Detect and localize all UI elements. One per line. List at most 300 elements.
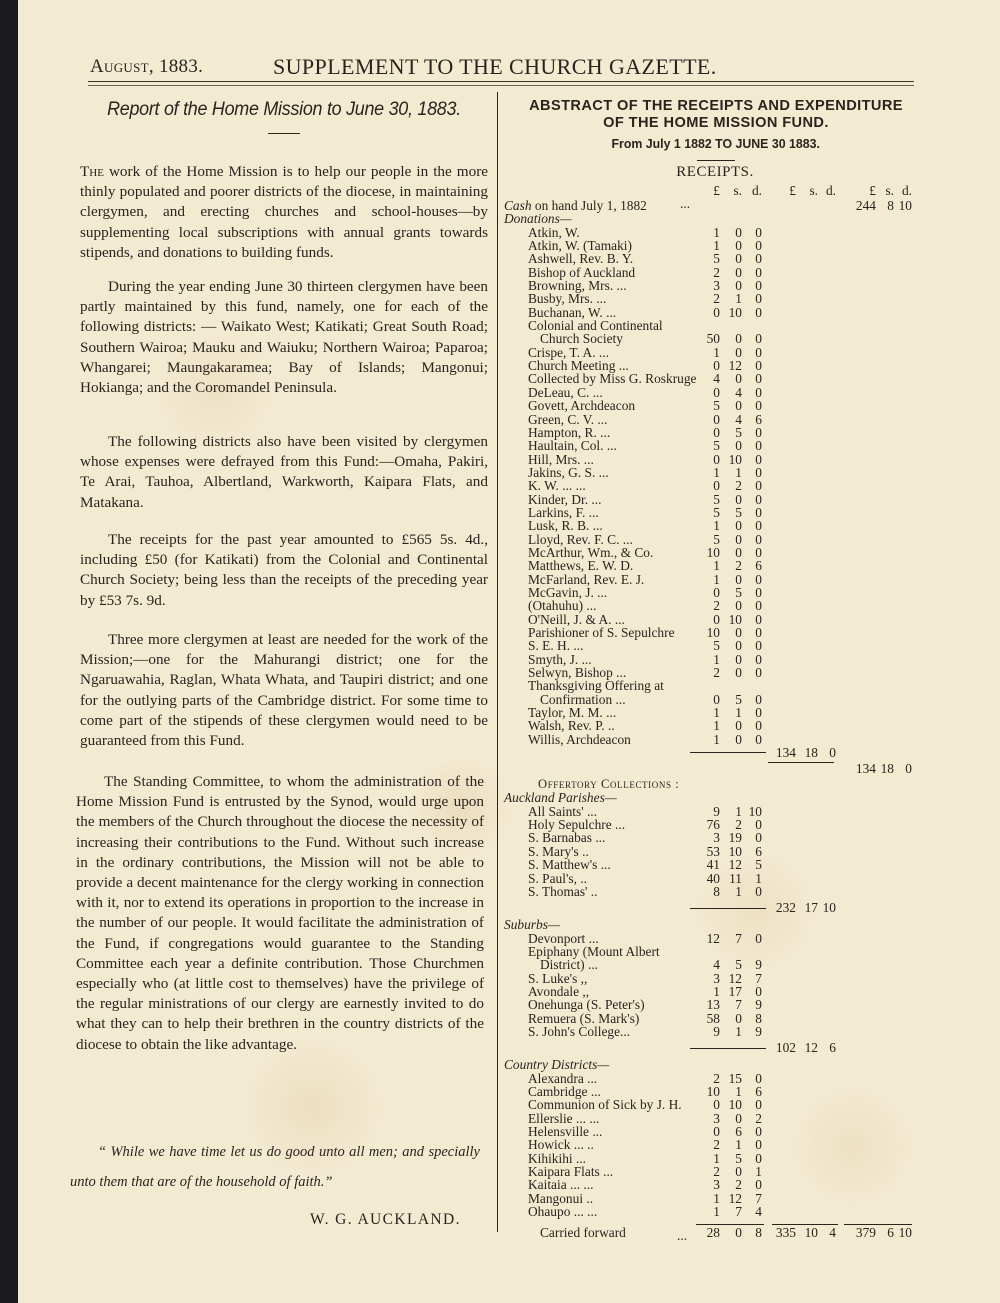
paragraph-text: work of the Home Mission is to help our people in the more thinly populated and poorer districts of the diocese, in maintaining clergymen, and erecting churches and school-houses—by supplementing local subscriptions with annual grants towards stipends, and donations to building funds.	[80, 163, 488, 261]
pounds: 1	[713, 1204, 720, 1220]
shillings: 0	[735, 625, 742, 640]
row-label: S. Paul's, ..	[528, 870, 587, 886]
district-row	[500, 1152, 920, 1165]
donation-row	[500, 613, 920, 626]
pence: 4	[829, 1225, 836, 1241]
row-label: Kaipara Flats ...	[528, 1164, 614, 1180]
pounds: 40	[706, 870, 720, 886]
pounds: 50	[706, 331, 720, 347]
pence: 4	[755, 1204, 762, 1220]
shillings: 1	[735, 1137, 742, 1153]
suburb-row	[500, 932, 920, 945]
pounds: 1	[713, 1190, 720, 1206]
pounds: 0	[713, 424, 720, 440]
row-label: Browning, Mrs. ...	[528, 278, 627, 294]
pence: 6	[755, 1083, 762, 1099]
pence: 9	[755, 997, 762, 1013]
row-label: S. Thomas' ..	[528, 883, 598, 899]
row-label: Hampton, R. ...	[528, 424, 611, 440]
row-label: Church Society	[540, 331, 623, 347]
pounds: 4	[713, 371, 720, 387]
shillings: 0	[735, 531, 742, 547]
pence: 10	[898, 198, 912, 213]
pence: 0	[755, 278, 762, 294]
pence: 0	[755, 625, 762, 640]
donation-row	[500, 266, 920, 279]
pounds: 1	[713, 344, 720, 360]
shillings: 0	[735, 1010, 742, 1026]
suburb-row	[500, 998, 920, 1011]
shillings: 6	[735, 1124, 742, 1139]
pounds: 5	[713, 438, 720, 454]
row-label: Haultain, Col. ...	[528, 438, 617, 454]
shillings: 1	[735, 464, 742, 480]
pounds: 53	[706, 843, 720, 859]
shillings: 0	[735, 491, 742, 507]
pence: 0	[755, 718, 762, 734]
signature: W. G. AUCKLAND.	[310, 1211, 461, 1228]
pence: 8	[755, 1225, 762, 1241]
col-header: d.	[901, 183, 912, 198]
pounds: 3	[713, 1110, 720, 1126]
shillings: 0	[735, 1225, 742, 1241]
shillings: 4	[735, 411, 742, 427]
shillings: 0	[735, 264, 742, 280]
pounds: 1	[713, 983, 720, 999]
donation-row	[500, 372, 920, 385]
pounds: 0	[713, 478, 720, 494]
donation-row	[500, 599, 920, 612]
shillings: 0	[735, 544, 742, 560]
shillings: 0	[735, 571, 742, 587]
row-label: Taylor, M. M. ...	[528, 705, 617, 721]
shillings: 10	[728, 611, 742, 627]
donation-row	[500, 466, 920, 479]
pence: 0	[755, 398, 762, 414]
suburb-row	[500, 945, 920, 958]
pence: 0	[755, 665, 762, 681]
abstract-date-range: From July 1 1882 TO JUNE 30 1883.	[611, 136, 820, 151]
shillings: 0	[735, 718, 742, 734]
shillings: 11	[729, 870, 742, 886]
pence: 9	[755, 1023, 762, 1039]
pounds: 0	[713, 1097, 720, 1113]
leader-dots: ...	[677, 1228, 688, 1244]
country-heading-row	[500, 1058, 920, 1071]
pence: 0	[755, 358, 762, 374]
pounds: 0	[713, 584, 720, 600]
row-label: Selwyn, Bishop ...	[528, 665, 627, 681]
pence: 0	[755, 598, 762, 614]
pence: 0	[829, 745, 836, 761]
pounds: 134	[775, 745, 796, 761]
donation-row	[500, 586, 920, 599]
row-label: McArthur, Wm., & Co.	[528, 544, 654, 560]
pounds: 0	[713, 358, 720, 374]
sum-rule	[690, 752, 766, 753]
pence: 1	[755, 1164, 762, 1180]
parish-row	[500, 831, 920, 844]
pounds: 4	[713, 957, 720, 973]
pence: 0	[755, 238, 762, 254]
pence: 0	[755, 424, 762, 440]
pence: 0	[755, 731, 762, 747]
pounds: 5	[713, 531, 720, 547]
shillings: 17	[804, 900, 818, 916]
scan-edge	[0, 0, 18, 1303]
report-title: Report of the Home Mission to June 30, 1883.	[107, 98, 461, 120]
receipts-heading: RECEIPTS.	[676, 164, 754, 180]
donation-row	[500, 733, 920, 746]
auckland-parishes-list	[500, 805, 920, 898]
donation-row	[500, 639, 920, 652]
row-label: Ashwell, Rev. B. Y.	[528, 251, 634, 267]
pence: 6	[755, 843, 762, 859]
pence: 6	[755, 558, 762, 574]
district-row	[500, 1125, 920, 1138]
shillings: 5	[735, 691, 742, 707]
col-header: s.	[809, 183, 818, 198]
pounds: 5	[713, 251, 720, 267]
row-label: Howick ... ..	[528, 1137, 594, 1153]
row-label: Busby, Mrs. ...	[528, 291, 607, 307]
row-label: Confirmation ...	[540, 691, 626, 707]
shillings: 0	[735, 331, 742, 347]
auckland-heading-row	[500, 791, 920, 804]
pounds: 1	[713, 238, 720, 254]
row-label: Larkins, F. ...	[528, 504, 599, 520]
pounds: 3	[713, 1177, 720, 1193]
donation-row	[500, 666, 920, 679]
country-districts-list	[500, 1072, 920, 1219]
pence: 0	[755, 611, 762, 627]
pence: 0	[755, 518, 762, 534]
donation-row	[500, 653, 920, 666]
row-label: Willis, Archdeacon	[528, 731, 631, 747]
row-label: All Saints' ...	[528, 803, 597, 819]
section-heading: Suburbs—	[504, 917, 560, 933]
pence: 9	[755, 957, 762, 973]
shillings: 10	[728, 1097, 742, 1113]
pounds: 1	[713, 705, 720, 721]
pence: 0	[755, 371, 762, 387]
pounds: 5	[713, 398, 720, 414]
abstract-rule	[697, 160, 735, 161]
leader-dots: ...	[680, 196, 691, 211]
donation-row	[500, 453, 920, 466]
parish-row	[500, 805, 920, 818]
shillings: 6	[887, 1225, 894, 1241]
pence: 0	[755, 504, 762, 520]
pence: 0	[755, 1097, 762, 1113]
donations-total-row	[500, 762, 920, 778]
abstract-title-line-1: ABSTRACT OF THE RECEIPTS AND EXPENDITURE	[529, 98, 903, 114]
shillings: 0	[735, 224, 742, 240]
pence: 0	[755, 1124, 762, 1139]
report-column	[70, 92, 488, 1228]
pounds: 1	[713, 518, 720, 534]
col-header: s.	[733, 183, 742, 198]
donation-row	[500, 719, 920, 732]
donations-subtotal-row	[500, 746, 920, 762]
row-label: S. Barnabas ...	[528, 830, 606, 846]
col-header: £	[869, 183, 876, 198]
label-italic: Cash	[504, 198, 532, 213]
shillings: 10	[804, 1225, 818, 1241]
suburbs-list	[500, 932, 920, 1039]
pence: 10	[822, 900, 836, 916]
donation-row	[500, 359, 920, 372]
row-label: Kinder, Dr. ...	[528, 491, 602, 507]
donation-row	[500, 479, 920, 492]
header-rule	[88, 81, 914, 82]
donation-row	[500, 346, 920, 359]
donations-heading-row	[500, 212, 920, 225]
pence: 8	[755, 1010, 762, 1026]
pence: 0	[755, 491, 762, 507]
shillings: 17	[728, 983, 742, 999]
row-label: McFarland, Rev. E. J.	[528, 571, 645, 587]
pounds: 0	[713, 304, 720, 320]
row-label: Atkin, W.	[528, 224, 580, 240]
parish-row	[500, 845, 920, 858]
row-label: Smyth, J. ...	[528, 651, 592, 667]
pounds: 379	[855, 1225, 876, 1241]
shillings: 2	[735, 817, 742, 833]
pounds: 3	[713, 970, 720, 986]
scripture-quote: “ While we have time let us do good unto all men; and specially unto them that are of the household of faith.”	[70, 1143, 480, 1190]
report-paragraph-3: The following districts also have been visited by clergymen whose expenses were defrayed from this Fund:—Omaha, Pakiri, Te Arai, Tauhoa, Albertland, Warkworth, Kaipara Flats, and Matakana.	[80, 433, 488, 511]
donation-row	[500, 519, 920, 532]
row-label: Holy Sepulchre ...	[528, 817, 626, 833]
col-header: s.	[885, 183, 894, 198]
shillings: 7	[735, 997, 742, 1013]
pence: 0	[755, 983, 762, 999]
donation-row	[500, 292, 920, 305]
row-label: Mangonui ..	[528, 1190, 594, 1206]
row-label: Ohaupo ... ...	[528, 1204, 598, 1220]
pounds: 0	[713, 691, 720, 707]
pence: 0	[755, 705, 762, 721]
pounds: 232	[775, 900, 796, 916]
section-heading: Donations—	[504, 211, 572, 227]
donation-row	[500, 533, 920, 546]
shillings: 0	[735, 1110, 742, 1126]
pounds: 58	[706, 1010, 720, 1026]
shillings: 1	[735, 883, 742, 899]
pounds: 9	[713, 1023, 720, 1039]
shillings: 1	[735, 1083, 742, 1099]
pence: 0	[755, 1137, 762, 1153]
donation-row	[500, 306, 920, 319]
pounds: 9	[713, 803, 720, 819]
section-heading: Offertory Collections :	[538, 777, 680, 792]
pounds: 1	[713, 1150, 720, 1166]
donation-row	[500, 426, 920, 439]
row-label: S. Mary's ..	[528, 843, 589, 859]
pounds: 8	[713, 883, 720, 899]
column-divider	[497, 92, 498, 1232]
row-label: Communion of Sick by J. H.	[528, 1097, 682, 1113]
col-header: £	[789, 183, 796, 198]
row-label: Lusk, R. B. ...	[528, 518, 603, 534]
row-label: Walsh, Rev. P. ..	[528, 718, 615, 734]
donation-row	[500, 332, 920, 345]
shillings: 0	[735, 518, 742, 534]
row-label: S. John's College...	[528, 1023, 631, 1039]
pounds: 3	[713, 830, 720, 846]
pounds: 28	[706, 1225, 720, 1241]
pounds: 1	[713, 731, 720, 747]
pounds: 2	[713, 1164, 720, 1180]
pence: 0	[755, 571, 762, 587]
district-row	[500, 1205, 920, 1218]
pounds: 0	[713, 451, 720, 467]
pounds: 1	[713, 224, 720, 240]
district-row	[500, 1098, 920, 1111]
suburb-row	[500, 972, 920, 985]
shillings: 0	[735, 371, 742, 387]
row-label: Cambridge ...	[528, 1083, 601, 1099]
shillings: 1	[735, 1023, 742, 1039]
pounds: 1	[713, 651, 720, 667]
pence: 0	[755, 817, 762, 833]
shillings: 0	[735, 665, 742, 681]
row-label: S. Matthew's ...	[528, 857, 611, 873]
donations-list	[500, 226, 920, 746]
shillings: 1	[735, 291, 742, 307]
donation-row	[500, 626, 920, 639]
donation-row	[500, 239, 920, 252]
shillings: 0	[735, 251, 742, 267]
district-row	[500, 1165, 920, 1178]
currency-column-headers	[500, 183, 920, 199]
pounds: 5	[713, 638, 720, 654]
donation-row	[500, 679, 920, 692]
pounds: 102	[775, 1040, 796, 1056]
row-label: Church Meeting ...	[528, 358, 629, 374]
carried-forward-row	[500, 1218, 920, 1242]
shillings: 5	[735, 424, 742, 440]
pence: 0	[755, 251, 762, 267]
header-rule-thin	[88, 85, 914, 86]
pence: 0	[755, 584, 762, 600]
suburbs-subtotal-row	[500, 1038, 920, 1058]
parish-row	[500, 872, 920, 885]
district-row	[500, 1178, 920, 1191]
pence: 0	[755, 291, 762, 307]
pounds: 13	[706, 997, 720, 1013]
publication-title: SUPPLEMENT TO THE CHURCH GAZETTE.	[273, 54, 717, 79]
shillings: 7	[735, 1204, 742, 1220]
shillings: 1	[735, 803, 742, 819]
row-label: Crispe, T. A. ...	[528, 344, 609, 360]
donation-row	[500, 546, 920, 559]
pence: 7	[755, 970, 762, 986]
row-label: Devonport ...	[528, 930, 599, 946]
pence: 0	[755, 304, 762, 320]
pence: 0	[755, 438, 762, 454]
shillings: 5	[735, 957, 742, 973]
pounds: 0	[713, 1124, 720, 1139]
pounds: 0	[713, 384, 720, 400]
pence: 0	[755, 1150, 762, 1166]
row-label: Alexandra ...	[528, 1070, 598, 1086]
row-label: DeLeau, C. ...	[528, 384, 603, 400]
donation-row	[500, 573, 920, 586]
pence: 0	[755, 830, 762, 846]
abstract-title-line-2: OF THE HOME MISSION FUND.	[603, 115, 829, 131]
sum-rule	[690, 908, 766, 909]
pence: 0	[755, 464, 762, 480]
pounds: 0	[713, 611, 720, 627]
row-label: Collected by Miss G. Roskruge	[528, 371, 697, 387]
pence: 0	[755, 224, 762, 240]
pounds: 2	[713, 291, 720, 307]
report-paragraph-6: The Standing Committee, to whom the administration of the Home Mission Fund is entrusted by the Synod, would urge upon the members of the Church throughout the diocese the necessity of increasing their contributions to the Fund. Without such increase in the ordinary contributions, the Mission will not be able to provide a decent maintenance for the clergy working in connection with it, nor to extend its operations in proportion to the increase in the number of our people. It would facilitate the administration of the Fund, if congregations would guarantee to the Standing Committee each year a definite contribution. Those Churchmen especially who (at little cost to themselves) have the privilege of the regular ministrations of our clergy are earnestly invited to do what they can to help their brethren in the country districts of the diocese to obtain the like advantage.	[76, 773, 484, 1053]
label-text: on hand July 1, 1882	[531, 198, 647, 213]
row-label: Colonial and Continental	[528, 318, 663, 334]
shillings: 10	[728, 304, 742, 320]
section-heading: Auckland Parishes—	[504, 790, 617, 806]
pounds: 3	[713, 278, 720, 294]
row-label: Epiphany (Mount Albert	[528, 943, 660, 959]
shillings: 5	[735, 1150, 742, 1166]
pence: 0	[755, 264, 762, 280]
district-row	[500, 1138, 920, 1151]
shillings: 4	[735, 384, 742, 400]
pence: 0	[755, 1177, 762, 1193]
row-label: (Otahuhu) ...	[528, 598, 597, 614]
pounds: 244	[855, 198, 876, 213]
shillings: 0	[735, 398, 742, 414]
pence: 0	[755, 1070, 762, 1086]
auckland-subtotal-row	[500, 898, 920, 918]
suburb-row	[500, 1025, 920, 1038]
row-label: K. W. ... ...	[528, 478, 586, 494]
shillings: 12	[728, 857, 742, 873]
district-row	[500, 1112, 920, 1125]
abstract-title	[500, 98, 920, 132]
shillings: 18	[880, 761, 894, 777]
row-label: Thanksgiving Offering at	[528, 678, 664, 694]
report-paragraph-2: During the year ending June 30 thirteen clergymen have been partly maintained by this fund, namely, one for each of the following districts: — Waikato West; Katikati; Great South Road; Southern Wairoa; Mauku and Waiuku; Northern Wairoa; Paparoa; Whangarei; Maungakaramea; Bay of Islands; Mangonui; Hokianga; and the Coromandel Peninsula.	[80, 278, 488, 397]
pounds: 10	[706, 1083, 720, 1099]
masthead	[90, 54, 910, 84]
row-label: Jakins, G. S. ...	[528, 464, 609, 480]
pence: 0	[755, 883, 762, 899]
row-label	[504, 199, 647, 212]
shillings: 2	[735, 1177, 742, 1193]
pence: 10	[898, 1225, 912, 1241]
pounds: 1	[713, 718, 720, 734]
col-header: d.	[751, 183, 762, 198]
pounds: 12	[706, 930, 720, 946]
pounds: 10	[706, 625, 720, 640]
shillings: 5	[735, 584, 742, 600]
pence: 6	[829, 1040, 836, 1056]
parish-row	[500, 858, 920, 871]
report-paragraph-4: The receipts for the past year amounted to £565 5s. 4d., including £50 (for Katikati) from the Colonial and Continental Church Society; being less than the receipts of the preceding year by £53 7s. 9d.	[80, 531, 488, 609]
pounds: 10	[706, 544, 720, 560]
col-header: d.	[825, 183, 836, 198]
shillings: 0	[735, 731, 742, 747]
row-label: Kihikihi ...	[528, 1150, 587, 1166]
suburbs-heading-row	[500, 918, 920, 931]
donation-row	[500, 493, 920, 506]
donation-row	[500, 506, 920, 519]
row-label: Parishioner of S. Sepulchre	[528, 625, 675, 640]
